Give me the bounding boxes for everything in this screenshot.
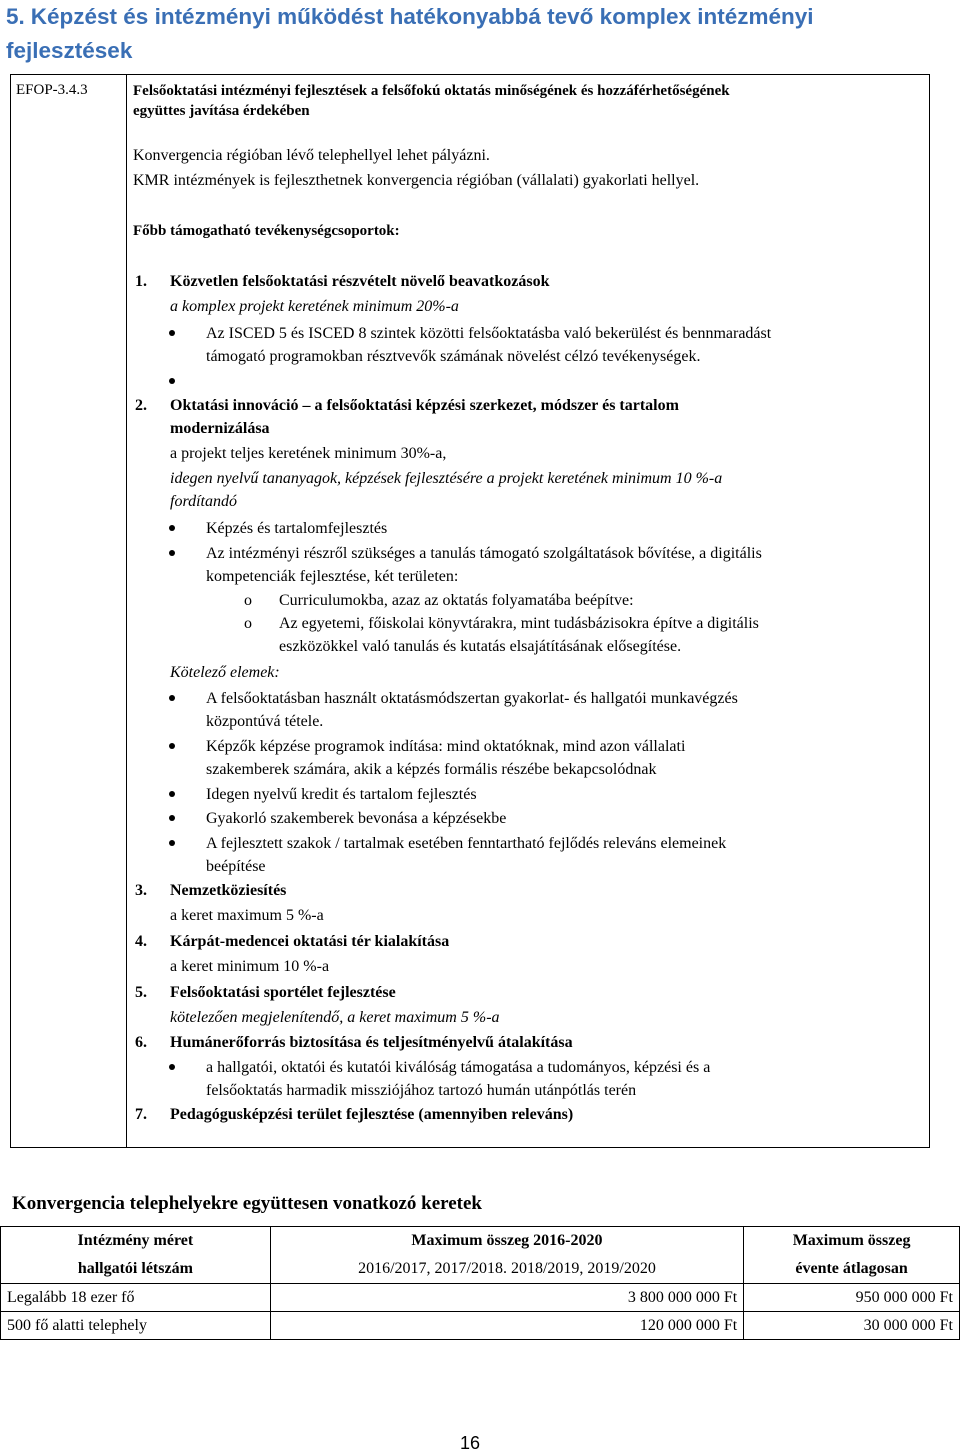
item2-bullet2-line1: Az intézményi részről szükséges a tanulás támogató szolgáltatások bővítése, a digitális xyxy=(206,545,762,562)
header-total-line1: Maximum összeg 2016-2020 xyxy=(411,1232,603,1249)
header-yearly-line2: évente átlagosan xyxy=(795,1260,908,1277)
mandatory-item1-line2: központúvá tétele. xyxy=(206,713,324,730)
mandatory-item1-line1: A felsőoktatásban használt oktatásmódszertan gyakorlat- és hallgatói munkavégzés xyxy=(206,690,738,707)
bullet-icon xyxy=(169,550,175,556)
item6-bullet1-line1: a hallgatói, oktatói és kutatói kiválóság támogatása a tudományos, képzési és a xyxy=(206,1059,711,1076)
page-number: 16 xyxy=(459,1433,481,1453)
item1-bullet1-line1: Az ISCED 5 és ISCED 8 szintek közötti felsőoktatásba való bekerülést és bennmaradást xyxy=(206,325,772,342)
item1-note: a komplex projekt keretének minimum 20%-a xyxy=(170,298,459,315)
table-row xyxy=(1,1284,960,1312)
item1-bullet1-line2: támogató programokban résztvevők számának növelést célzó tevékenységek. xyxy=(206,348,701,365)
budget-table xyxy=(0,1226,960,1340)
bullet-icon xyxy=(169,743,175,749)
mandatory-item3: Idegen nyelvű kredit és tartalom fejlesztés xyxy=(206,786,477,803)
item2-sub2-line1: Az egyetemi, főiskolai könyvtárakra, mint tudásbázisokra építve a digitális xyxy=(279,615,759,632)
cell-size: Legalább 18 ezer fő xyxy=(1,1284,271,1312)
bullet-icon xyxy=(169,1064,175,1070)
cell-yearly: 950 000 000 Ft xyxy=(744,1284,960,1312)
item5-note: kötelezően megjelenítendő, a keret maximum 5 %-a xyxy=(170,1009,500,1026)
header-yearly-line1: Maximum összeg xyxy=(792,1232,911,1249)
item3-title: Nemzetköziesítés xyxy=(170,882,287,899)
header-total-line2: 2016/2017, 2017/2018. 2018/2019, 2019/2020 xyxy=(358,1260,656,1277)
mandatory-title: Kötelező elemek: xyxy=(170,664,280,681)
item6-bullet1-line2: felsőoktatás harmadik missziójához tartozó humán utánpótlás terén xyxy=(206,1082,637,1099)
item2-title-line2: modernizálása xyxy=(170,420,270,437)
item1-number: 1. xyxy=(135,273,147,290)
mandatory-item5-line1: A fejlesztett szakok / tartalmak esetében fenntartható fejlődés releváns elemeinek xyxy=(206,835,727,852)
note-line1: Konvergencia régióban lévő telephellyel lehet pályázni. xyxy=(133,147,490,164)
note-line2: KMR intézmények is fejleszthetnek konvergencia régióban (vállalati) gyakorlati hellyel. xyxy=(133,172,700,189)
table-row xyxy=(1,1312,960,1340)
table-header-row xyxy=(1,1227,960,1284)
cell-total: 3 800 000 000 Ft xyxy=(270,1284,743,1312)
mandatory-item5-line2: beépítése xyxy=(206,858,266,875)
cell-yearly: 30 000 000 Ft xyxy=(744,1312,960,1340)
item2-note1: a projekt teljes keretének minimum 30%-a, xyxy=(170,445,447,462)
mandatory-item2-line1: Képzők képzése programok indítása: mind oktatóknak, mind azon vállalati xyxy=(206,738,686,755)
item2-number: 2. xyxy=(135,397,147,414)
heading-number: 5. xyxy=(6,4,25,29)
sub-bullet-marker: o xyxy=(244,592,252,609)
item2-sub2-line2: eszközökkel való tanulás és kutatás elsajátításának elősegítése. xyxy=(279,638,682,655)
item7-number: 7. xyxy=(135,1106,147,1123)
item1-title: Közvetlen felsőoktatási részvételt növelő beavatkozások xyxy=(170,273,550,290)
item4-note: a keret minimum 10 %-a xyxy=(170,958,330,975)
cell-total: 120 000 000 Ft xyxy=(270,1312,743,1340)
item6-title: Humánerőforrás biztosítása és teljesítményelvű átalakítása xyxy=(170,1034,573,1051)
item4-title: Kárpát-medencei oktatási tér kialakítása xyxy=(170,933,450,950)
program-title-line2: együttes javítása érdekében xyxy=(133,103,310,119)
section-title: Konvergencia telephelyekre együttesen vonatkozó keretek xyxy=(12,1193,482,1214)
item5-title: Felsőoktatási sportélet fejlesztése xyxy=(170,984,396,1001)
table-header-size xyxy=(1,1227,271,1284)
table-header-total xyxy=(270,1227,743,1284)
groups-title: Főbb támogatható tevékenységcsoportok: xyxy=(133,223,400,239)
item2-title-line1: Oktatási innováció – a felsőoktatási képzési szerkezet, módszer és tartalom xyxy=(170,397,679,414)
item2-bullet1: Képzés és tartalomfejlesztés xyxy=(206,520,388,537)
program-box-divider xyxy=(126,74,127,1148)
item2-note2-line1: idegen nyelvű tananyagok, képzések fejlesztésére a projekt keretének minimum 10 %-a xyxy=(170,470,723,487)
item3-note: a keret maximum 5 %-a xyxy=(170,907,324,924)
item5-number: 5. xyxy=(135,984,147,1001)
item2-bullet2-line2: kompetenciák fejlesztése, két területen: xyxy=(206,568,459,585)
item6-number: 6. xyxy=(135,1034,147,1051)
mandatory-item4: Gyakorló szakemberek bevonása a képzésekbe xyxy=(206,810,507,827)
table-header-yearly xyxy=(744,1227,960,1284)
bullet-icon xyxy=(169,840,175,846)
bullet-icon xyxy=(169,791,175,797)
page-heading xyxy=(6,0,946,68)
program-title-line1: Felsőoktatási intézményi fejlesztések a felsőfokú oktatás minőségének és hozzáférhetőségének xyxy=(133,83,730,99)
program-code: EFOP-3.4.3 xyxy=(16,82,88,98)
header-size-line2: hallgatói létszám xyxy=(77,1260,193,1277)
item7-title: Pedagógusképzési terület fejlesztése (amennyiben releváns) xyxy=(170,1106,574,1123)
bullet-icon xyxy=(169,815,175,821)
item2-note2-line2: fordítandó xyxy=(170,493,237,510)
bullet-icon xyxy=(169,525,175,531)
cell-size: 500 fő alatti telephely xyxy=(1,1312,271,1340)
bullet-icon xyxy=(169,378,175,384)
header-size-line1: Intézmény méret xyxy=(77,1232,194,1249)
heading-title: Képzést és intézményi működést hatékonyabbá tevő komplex intézményi fejlesztések xyxy=(6,4,814,63)
bullet-icon xyxy=(169,695,175,701)
item4-number: 4. xyxy=(135,933,147,950)
bullet-icon xyxy=(169,330,175,336)
item2-sub1: Curriculumokba, azaz az oktatás folyamatába beépítve: xyxy=(279,592,634,609)
sub-bullet-marker: o xyxy=(244,615,252,632)
item3-number: 3. xyxy=(135,882,147,899)
mandatory-item2-line2: szakemberek számára, akik a képzés formális részébe bekapcsolódnak xyxy=(206,761,657,778)
